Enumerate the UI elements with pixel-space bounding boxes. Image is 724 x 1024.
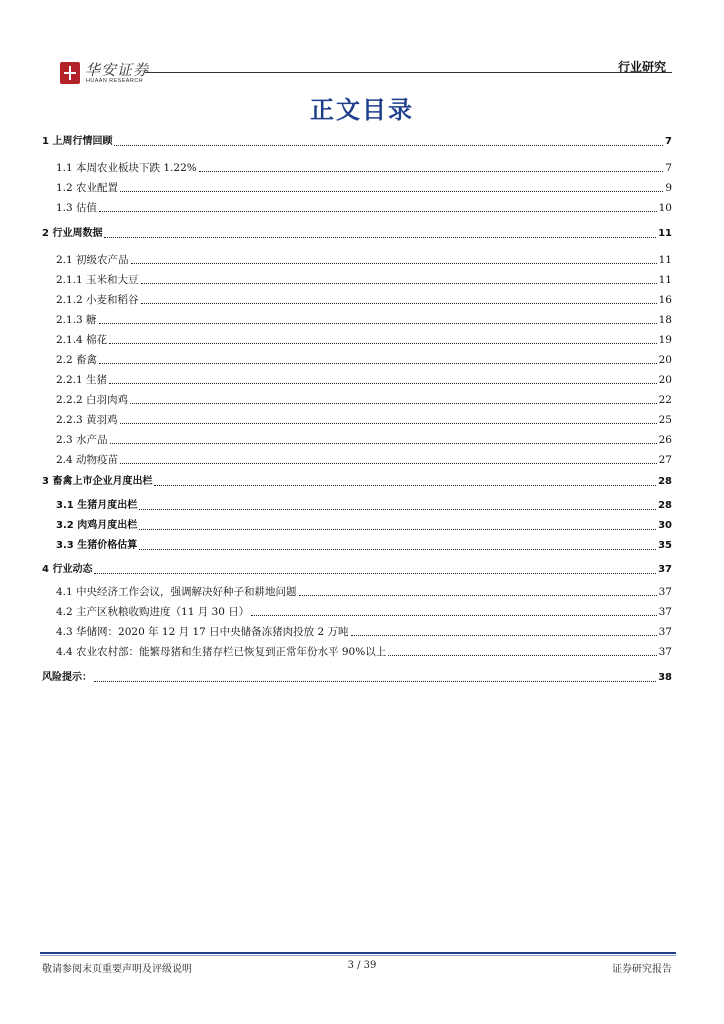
toc-entry-label: 1 上周行情回顾	[42, 136, 113, 147]
toc-leader-dots	[104, 237, 656, 238]
toc-entry-page: 20	[658, 374, 672, 386]
footer-report-type: 证券研究报告	[612, 964, 672, 975]
toc-entry[interactable]	[42, 562, 672, 578]
toc-leader-dots	[141, 283, 657, 284]
toc-leader-dots	[299, 595, 657, 596]
toc-entry-page: 11	[658, 228, 672, 239]
toc-entry-page: 30	[658, 520, 672, 531]
toc-entry[interactable]	[42, 160, 672, 176]
toc-entry-label: 2.1.3 糖	[56, 314, 97, 326]
toc-entry[interactable]	[42, 670, 672, 686]
toc-leader-dots	[141, 303, 657, 304]
toc-entry-label: 风险提示：	[42, 672, 92, 683]
toc-entry-label: 3.3 生猪价格估算	[56, 540, 138, 551]
toc-entry-label: 1.2 农业配置	[56, 182, 119, 194]
toc-entry[interactable]	[42, 226, 672, 242]
toc-entry-page: 10	[658, 202, 672, 214]
toc-entry[interactable]	[42, 432, 672, 448]
toc-entry-page: 37	[658, 564, 672, 575]
toc-entry[interactable]	[42, 272, 672, 288]
footer-disclaimer: 敬请参阅末页重要声明及评级说明	[42, 964, 192, 975]
toc-leader-dots	[120, 191, 663, 192]
toc-entry[interactable]	[42, 644, 672, 660]
toc-entry-page: 28	[658, 500, 672, 511]
toc-entry-label: 2 行业周数据	[42, 228, 103, 239]
toc-leader-dots	[199, 171, 664, 172]
toc-leader-dots	[99, 211, 657, 212]
toc-entry-page: 37	[658, 646, 672, 658]
toc-entry-label: 1.1 本周农业板块下跌 1.22%	[56, 162, 197, 174]
page-title: 正文目录	[310, 96, 414, 124]
toc-entry-label: 2.2.3 黄羽鸡	[56, 414, 118, 426]
toc-entry-label: 1.3 估值	[56, 202, 98, 214]
logo-name: 华安证券	[85, 61, 150, 79]
toc-entry-label: 3 畜禽上市企业月度出栏	[42, 476, 153, 487]
toc-entry-label: 3.1 生猪月度出栏	[56, 500, 138, 511]
toc-entry-label: 4.4 农业农村部：能繁母猪和生猪存栏已恢复到正常年份水平 90%以上	[56, 646, 387, 658]
toc-leader-dots	[99, 323, 657, 324]
toc-entry[interactable]	[42, 312, 672, 328]
company-logo-icon	[60, 62, 80, 84]
toc-entry-page: 7	[665, 162, 672, 174]
footer-divider	[40, 952, 676, 954]
toc-entry-page: 18	[658, 314, 672, 326]
toc-leader-dots	[110, 443, 657, 444]
toc-entry[interactable]	[42, 452, 672, 468]
toc-entry[interactable]	[42, 200, 672, 216]
toc-entry[interactable]	[42, 624, 672, 640]
toc-entry[interactable]	[42, 412, 672, 428]
toc-leader-dots	[120, 423, 657, 424]
toc-entry-page: 11	[658, 254, 672, 266]
toc-entry-label: 2.4 动物疫苗	[56, 454, 119, 466]
toc-entry-page: 11	[658, 274, 672, 286]
toc-leader-dots	[99, 363, 657, 364]
toc-leader-dots	[351, 635, 657, 636]
toc-entry-page: 22	[658, 394, 672, 406]
toc-leader-dots	[109, 383, 657, 384]
toc-leader-dots	[154, 485, 656, 486]
toc-entry[interactable]	[42, 252, 672, 268]
toc-leader-dots	[139, 509, 656, 510]
toc-leader-dots	[251, 615, 656, 616]
toc-entry-page: 7	[665, 136, 672, 147]
toc-leader-dots	[139, 529, 656, 530]
toc-entry-page: 19	[658, 334, 672, 346]
toc-entry[interactable]	[42, 292, 672, 308]
toc-leader-dots	[94, 681, 656, 682]
toc-entry-page: 26	[658, 434, 672, 446]
page-number: 3 / 39	[347, 960, 377, 971]
toc-entry-page: 27	[658, 454, 672, 466]
toc-entry[interactable]	[42, 134, 672, 150]
toc-entry[interactable]	[42, 372, 672, 388]
toc-entry-label: 4.1 中央经济工作会议，强调解决好种子和耕地问题	[56, 586, 297, 598]
toc-entry[interactable]	[42, 392, 672, 408]
toc-leader-dots	[114, 145, 663, 146]
toc-entry[interactable]	[42, 584, 672, 600]
logo-subtitle: HUAAN RESEARCH	[86, 78, 143, 84]
report-category: 行业研究	[617, 60, 666, 74]
toc-entry-page: 38	[658, 672, 672, 683]
toc-leader-dots	[120, 463, 657, 464]
footer-divider-thin	[40, 955, 676, 956]
toc-entry-page: 37	[658, 606, 672, 618]
toc-entry[interactable]	[42, 474, 672, 490]
toc-leader-dots	[388, 655, 656, 656]
toc-entry[interactable]	[42, 604, 672, 620]
toc-entry-label: 4.3 华储网：2020 年 12 月 17 日中央储备冻猪肉投放 2 万吨	[56, 626, 349, 638]
toc-leader-dots	[94, 573, 656, 574]
page-header	[52, 58, 672, 92]
toc-entry[interactable]	[42, 332, 672, 348]
toc-leader-dots	[139, 549, 656, 550]
toc-entry-page: 28	[658, 476, 672, 487]
toc-entry-label: 2.2.2 白羽肉鸡	[56, 394, 129, 406]
header-divider	[145, 72, 672, 73]
toc-entry-label: 2.1.2 小麦和稻谷	[56, 294, 139, 306]
toc-entry-label: 2.3 水产品	[56, 434, 108, 446]
toc-entry-label: 4 行业动态	[42, 564, 93, 575]
toc-entry-page: 37	[658, 626, 672, 638]
toc-leader-dots	[130, 403, 657, 404]
toc-entry[interactable]	[42, 498, 672, 514]
toc-entry-label: 2.2.1 生猪	[56, 374, 108, 386]
toc-entry-page: 20	[658, 354, 672, 366]
toc-entry[interactable]	[42, 538, 672, 554]
toc-entry[interactable]	[42, 518, 672, 534]
toc-leader-dots	[131, 263, 657, 264]
toc-entry-page: 16	[658, 294, 672, 306]
toc-entry-label: 2.2 畜禽	[56, 354, 98, 366]
toc-leader-dots	[109, 343, 657, 344]
toc-entry[interactable]	[42, 352, 672, 368]
toc-entry-label: 2.1 初级农产品	[56, 254, 129, 266]
toc-entry-label: 3.2 肉鸡月度出栏	[56, 520, 138, 531]
toc-entry-page: 37	[658, 586, 672, 598]
toc-entry-label: 2.1.1 玉米和大豆	[56, 274, 139, 286]
toc-entry-page: 25	[658, 414, 672, 426]
toc-entry-page: 9	[665, 182, 672, 194]
toc-entry-label: 2.1.4 棉花	[56, 334, 108, 346]
toc-entry[interactable]	[42, 180, 672, 196]
toc-entry-page: 35	[658, 540, 672, 551]
toc-entry-label: 4.2 主产区秋粮收购进度（11 月 30 日）	[56, 606, 250, 618]
